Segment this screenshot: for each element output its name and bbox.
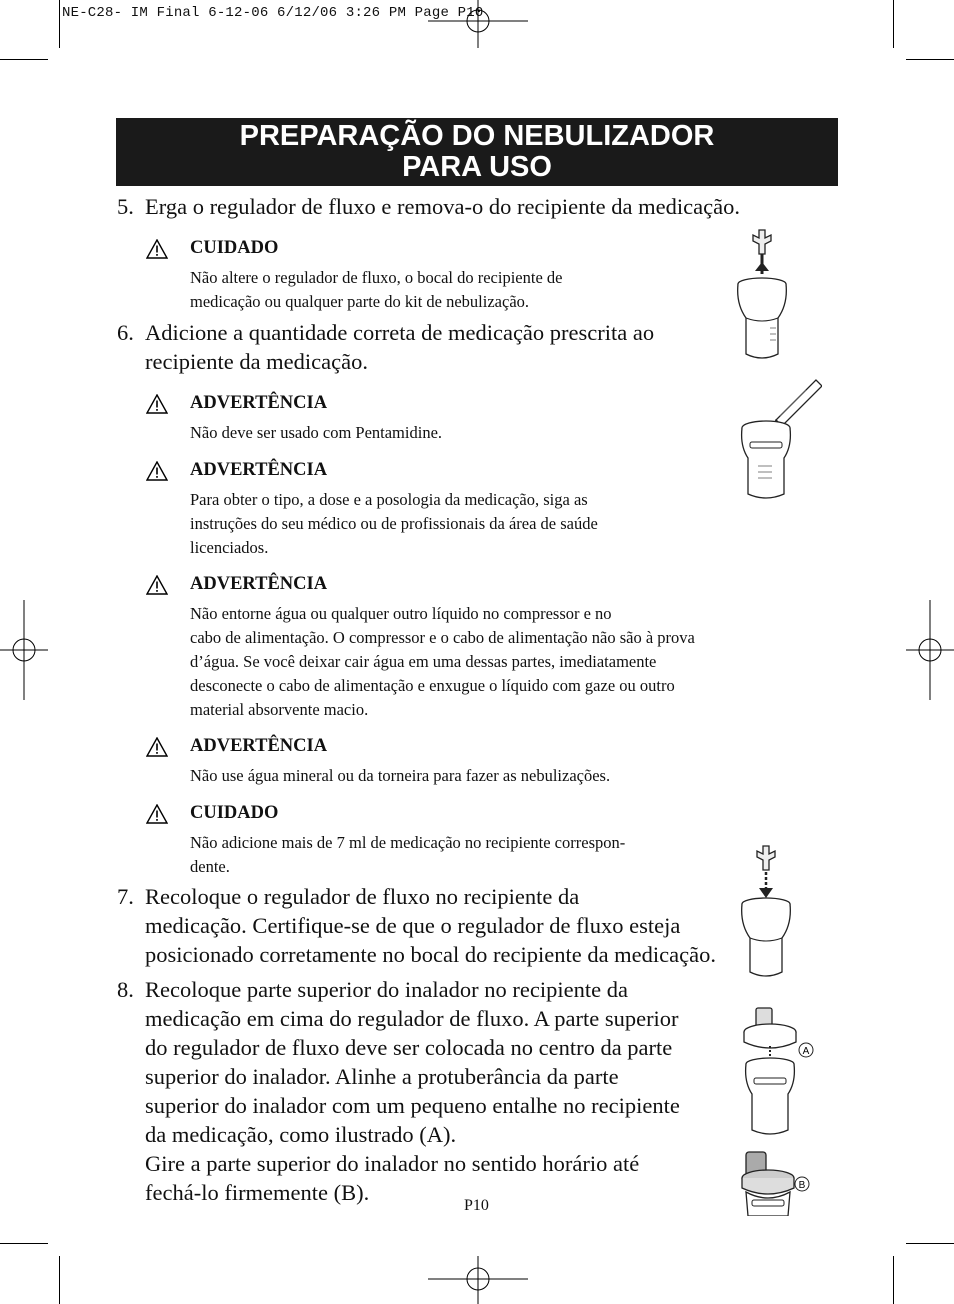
crop-mark: [59, 0, 60, 48]
page-number: P10: [464, 1197, 489, 1214]
note-line: Não altere o regulador de fluxo, o bocal do recipiente de: [190, 268, 563, 287]
step-5: [117, 192, 817, 221]
warning-triangle-icon: [146, 804, 168, 824]
note-line: Não entorne água ou qualquer outro líquido no compressor e no: [190, 604, 612, 623]
note-line: Não deve ser usado com Pentamidine.: [190, 423, 443, 442]
note-body: [190, 602, 830, 722]
step-line: recipiente da medicação.: [145, 349, 368, 374]
step-line: Recoloque o regulador de fluxo no recipiente da: [145, 884, 580, 909]
step-line: posicionado corretamente no bocal do recipiente da medicação.: [145, 942, 716, 967]
step-line: Gire a parte superior do inalador no sentido horário até: [145, 1151, 640, 1176]
step-7: [117, 882, 727, 969]
step-number: 8.: [117, 977, 134, 1002]
warning-triangle-icon: [146, 461, 168, 481]
nebulizer-add-medication-illustration: [736, 376, 822, 504]
note-line: dente.: [190, 857, 230, 876]
note-line: desconecte o cabo de alimentação e enxugue o líquido com gaze ou outro: [190, 676, 675, 695]
registration-mark-left: [0, 600, 48, 700]
note-heading: ADVERTÊNCIA: [190, 574, 328, 594]
step-line: do regulador de fluxo deve ser colocada no centro da parte: [145, 1035, 673, 1060]
crop-mark: [59, 1256, 60, 1304]
note-line: Para obter o tipo, a dose e a posologia da medicação, siga as: [190, 490, 588, 509]
step-8: [117, 975, 727, 1207]
step-6: [117, 318, 717, 376]
registration-mark-top: [428, 0, 528, 48]
note-line: d’água. Se você deixar cair água em uma dessas partes, imediatamente: [190, 652, 657, 671]
nebulizer-attach-top-illustration: [740, 1002, 826, 1138]
step-line: superior do inalador com um pequeno entalhe no recipiente: [145, 1093, 680, 1118]
warning-triangle-icon: [146, 394, 168, 414]
warning-triangle-icon: [146, 239, 168, 259]
header-line-2: PARA USO: [402, 151, 552, 183]
note-body: [190, 831, 730, 879]
note-line: cabo de alimentação. O compressor e o cabo de alimentação não são à prova: [190, 628, 695, 647]
note-line: material absorvente macio.: [190, 700, 369, 719]
step-line: medicação. Certifique-se de que o regulador de fluxo esteja: [145, 913, 681, 938]
step-line: da medicação, como ilustrado (A).: [145, 1122, 457, 1147]
header-line-1: PREPARAÇÃO DO NEBULIZADOR: [239, 120, 715, 152]
step-line: superior do inalador. Alinhe a protuberância da parte: [145, 1064, 619, 1089]
note-line: Não use água mineral ou da torneira para fazer as nebulizações.: [190, 766, 611, 785]
note-heading: ADVERTÊNCIA: [190, 393, 328, 413]
note-body: [190, 764, 750, 788]
note-line: medicação ou qualquer parte do kit de nebulização.: [190, 292, 530, 311]
nebulizer-closed-illustration: [738, 1148, 824, 1216]
nebulizer-remove-regulator-illustration: [726, 226, 796, 366]
crop-mark: [906, 1243, 954, 1244]
note-line: Não adicione mais de 7 ml de medicação no recipiente correspon-: [190, 833, 626, 852]
note-heading: CUIDADO: [190, 238, 279, 258]
step-line: fechá-lo firmemente (B).: [145, 1180, 370, 1205]
note-line: instruções do seu médico ou de profissionais da área de saúde: [190, 514, 598, 533]
nebulizer-replace-regulator-illustration: [734, 842, 804, 982]
crop-mark: [893, 1256, 894, 1304]
step-line: Adicione a quantidade correta de medicação prescrita ao: [145, 320, 655, 345]
illustration-label-a: A: [802, 1046, 810, 1057]
note-body: [190, 266, 730, 314]
note-heading: ADVERTÊNCIA: [190, 736, 328, 756]
note-body: [190, 421, 690, 445]
slug-line: NE-C28- IM Final 6-12-06 6/12/06 3:26 PM Page P10: [62, 5, 484, 21]
warning-triangle-icon: [146, 737, 168, 757]
step-number: 6.: [117, 320, 134, 345]
registration-mark-right: [906, 600, 954, 700]
step-text: Erga o regulador de fluxo e remova-o do recipiente da medicação.: [145, 194, 740, 219]
step-line: medicação em cima do regulador de fluxo. A parte superior: [145, 1006, 679, 1031]
note-heading: CUIDADO: [190, 803, 279, 823]
crop-mark: [906, 59, 954, 60]
note-line: licenciados.: [190, 538, 269, 557]
registration-mark-bottom: [428, 1256, 528, 1304]
note-heading: ADVERTÊNCIA: [190, 460, 328, 480]
step-number: 7.: [117, 884, 134, 909]
step-number: 5.: [117, 194, 134, 219]
crop-mark: [0, 59, 48, 60]
warning-triangle-icon: [146, 575, 168, 595]
section-header: [116, 118, 838, 186]
note-body: [190, 488, 730, 560]
crop-mark: [0, 1243, 48, 1244]
crop-mark: [893, 0, 894, 48]
illustration-label-b: B: [798, 1180, 806, 1191]
step-line: Recoloque parte superior do inalador no recipiente da: [145, 977, 628, 1002]
